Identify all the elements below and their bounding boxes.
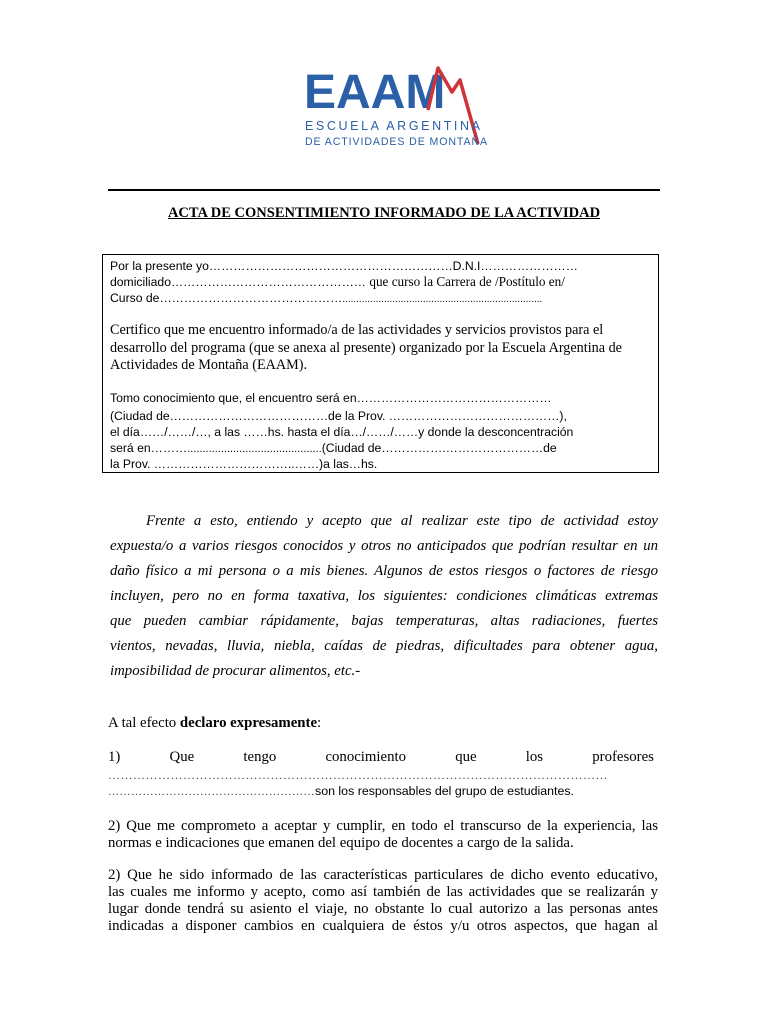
box-ciudad2-text: (Ciudad de…………….……………………de <box>321 441 557 455</box>
item1-word: 1) <box>108 749 121 765</box>
box-sera-text: será en……… <box>110 441 188 455</box>
item1-line <box>108 749 654 767</box>
logo-line1: ESCUELA ARGENTINA <box>305 119 483 133</box>
horizontal-rule <box>108 189 660 191</box>
item2-line: 2) Que me comprometo a aceptar y cumplir, en todo el transcurso de la experiencia, las <box>108 818 658 834</box>
certifico-paragraph: Certifico que me encuentro informado/a de las actividades y servicios provistos para el desarrollo del programa (que se anexa al presente) organizado por la Escuela Argentina de Actividades de Montaña (EAAM). <box>110 322 622 373</box>
item2-line: normas e indicaciones que emanen del equipo de docentes a cargo de la salida. <box>108 835 574 851</box>
item1-end-line <box>108 783 574 800</box>
item3-line: indicadas a disponer cambios en cualquiera de éstos y/u otros aspectos, que hagan al <box>108 918 658 934</box>
item1-dots-line: ………………………………………………………………………………………………………… <box>108 768 608 782</box>
box-line-desconcentracion <box>110 440 648 457</box>
risk-line: vientos, nevadas, lluvia, niebla, caídas de piedras, dificultades para obtener agua, <box>110 638 658 654</box>
box-line-curso <box>110 290 542 308</box>
box-carrera-text: que curso la Carrera de /Postítulo en/ <box>369 274 565 289</box>
item1-word: Que <box>169 749 195 765</box>
item1-word: que <box>455 749 477 765</box>
box-sera-dots: ............................................ <box>187 443 322 455</box>
box-line-encuentro: Tomo conocimiento que, el encuentro será en………………………………………… <box>110 391 552 405</box>
logo-line2: DE ACTIVIDADES DE MONTAÑA <box>305 136 488 148</box>
risk-line: incluyen, pero no en forma taxativa, los siguientes: condiciones climáticas extremas <box>110 588 658 604</box>
item1-word: tengo <box>243 749 277 765</box>
item3-line: lugar donde tendrá su asiento el viaje, no obstante lo cual autorizo a las personas antes <box>108 901 658 917</box>
risk-line: que pueden cambiar rápidamente, bajas temperaturas, altas radiaciones, fuertes <box>110 613 658 629</box>
declaro-bold: declaro expresamente <box>179 715 318 731</box>
item3-line: las cuales me informo y acepto, como así también de las actividades que se realizarán y <box>108 884 658 900</box>
box-curso-dots: ........................................................................ <box>342 294 543 305</box>
item1-word: conocimiento <box>325 749 407 765</box>
box-line-fechas: el día……/……/…, a las ……hs. hasta el día…/……/……y donde la desconcentración <box>110 425 574 439</box>
logo-mark: EAAM <box>304 66 446 119</box>
declaro-heading <box>108 715 658 733</box>
item1-word: profesores <box>592 749 654 765</box>
risk-line <box>110 509 658 534</box>
box-domicilio-text: domiciliado………………………………………… <box>110 275 370 289</box>
risk-line: imposibilidad de procurar alimentos, etc.- <box>110 663 361 679</box>
item1-dots-short: ……………………………………………… <box>108 786 315 798</box>
box-line-domicilio <box>110 274 565 290</box>
risk-line: daño físico a mi persona o a mis bienes. Algunos de estos riesgos o factores de riesgo <box>110 563 658 579</box>
box-line-ciudad: (Ciudad de…………………………………de la Prov. ……………………………………), <box>110 409 567 423</box>
item3-line: 2) Que he sido informado de las características particulares de dicho evento educativo, <box>108 867 658 883</box>
box-line-nombre: Por la presente yo……………………………………………………D.N.I…………………… <box>110 259 578 273</box>
declaro-suffix: : <box>317 715 322 731</box>
box-curso-text: Curso de……………………………………… <box>110 291 343 305</box>
risk-line-text: Frente a esto, entiendo y acepto que al realizar este tipo de actividad estoy <box>146 513 658 529</box>
item1-word: los <box>525 749 544 765</box>
box-line-prov: la Prov. ……………………………..……)a las…hs. <box>110 457 378 471</box>
risk-line: expuesta/o a varios riesgos conocidos y otros no anticipados que podrían resultar en un <box>110 538 658 554</box>
declaro-prefix: A tal efecto <box>108 715 180 731</box>
document-title: ACTA DE CONSENTIMIENTO INFORMADO DE LA ACTIVIDAD <box>167 205 601 221</box>
item1-end-text: son los responsables del grupo de estudiantes. <box>315 784 574 798</box>
eaam-logo-graphic <box>300 60 490 152</box>
